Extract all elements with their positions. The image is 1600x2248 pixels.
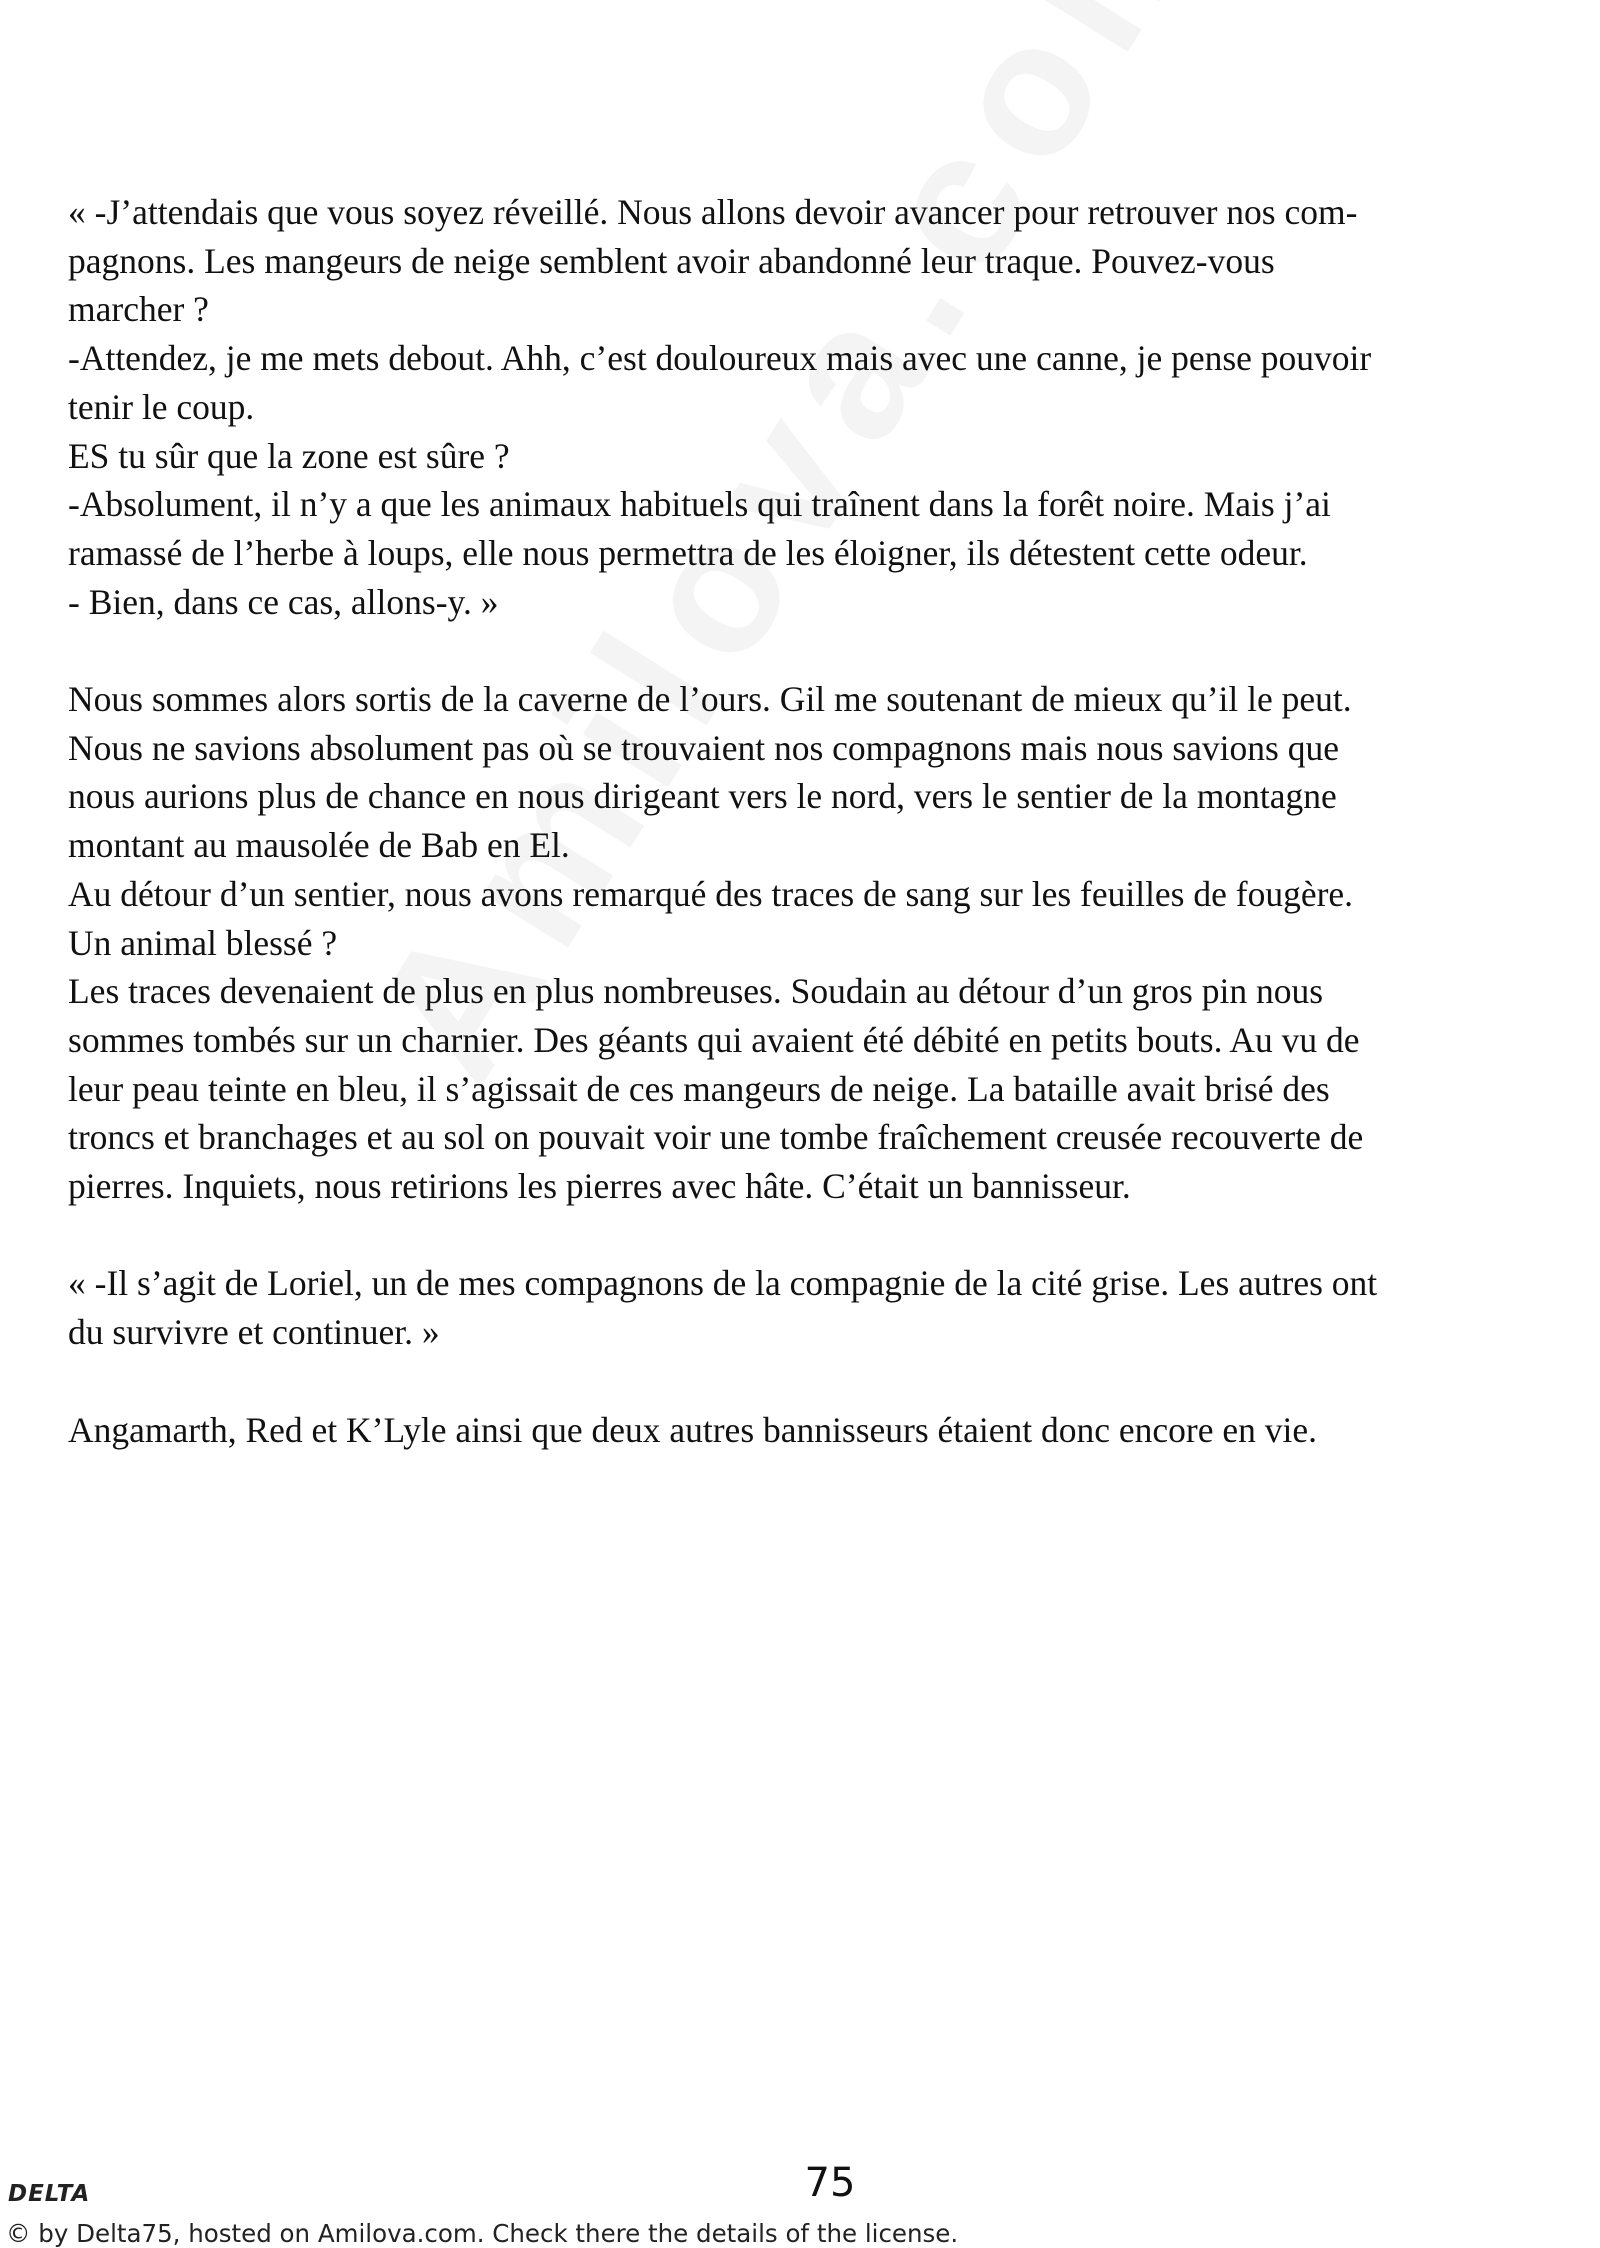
paragraph-narration-2: Angamarth, Red et K’Lyle ainsi que deux autres bannisseurs étaient donc encore en vie. [68, 1409, 1317, 1450]
paragraph-gap [68, 1211, 1578, 1260]
paragraph-gap [68, 626, 1578, 675]
page-number: 75 [804, 2160, 856, 2206]
paragraph-dialogue-1: « -J’attendais que vous soyez réveillé. Nous allons devoir avancer pour retrouver nos com- pagnons. Les mangeurs de neige semblent avoir abandonné leur traque. Pouvez-vous marcher ? -Attendez, je me mets debout. Ahh, c’est douloureux mais avec une canne, je pense pouvoir tenir le coup. ES tu sûr que la zone est sûre ? -Absolument, il n’y a que les animaux habituels qui traînent dans la forêt noire. Mais j’ai ramassé de l’herbe à loups, elle nous permettra de les éloigner, ils détestent cette odeur. - Bien, dans ce cas, allons-y. » [68, 192, 1372, 622]
paragraph-dialogue-2: « -Il s’agit de Loriel, un de mes compagnons de la compagnie de la cité grise. Les autres ont du survivre et continuer. » [68, 1263, 1378, 1353]
page-body [68, 188, 1578, 1454]
license-notice: © by Delta75, hosted on Amilova.com. Check there the details of the license. [6, 2219, 959, 2248]
delta-logo: DELTA [8, 2181, 91, 2207]
paragraph-gap [68, 1357, 1578, 1406]
paragraph-narration-1: Nous sommes alors sortis de la caverne de l’ours. Gil me soutenant de mieux qu’il le peut. Nous ne savions absolument pas où se trouvaient nos compagnons mais nous savions que nous aurions plus de chance en nous dirigeant vers le nord, vers le sentier de la montagne montant au mausolée de Bab en El. Au détour d’un sentier, nous avons remarqué des traces de sang sur les feuilles de fougère. Un animal blessé ? Les traces devenaient de plus en plus nombreuses. Soudain au détour d’un gros pin nous sommes tombés sur un charnier. Des géants qui avaient été débité en petits bouts. Au vu de leur peau teinte en bleu, il s’agissait de ces mangeurs de neige. La bataille avait brisé des troncs et branchages et au sol on pouvait voir une tombe fraîchement creusée recouverte de pierres. Inquiets, nous retirions les pierres avec hâte. C’était un bannisseur. [68, 679, 1364, 1207]
